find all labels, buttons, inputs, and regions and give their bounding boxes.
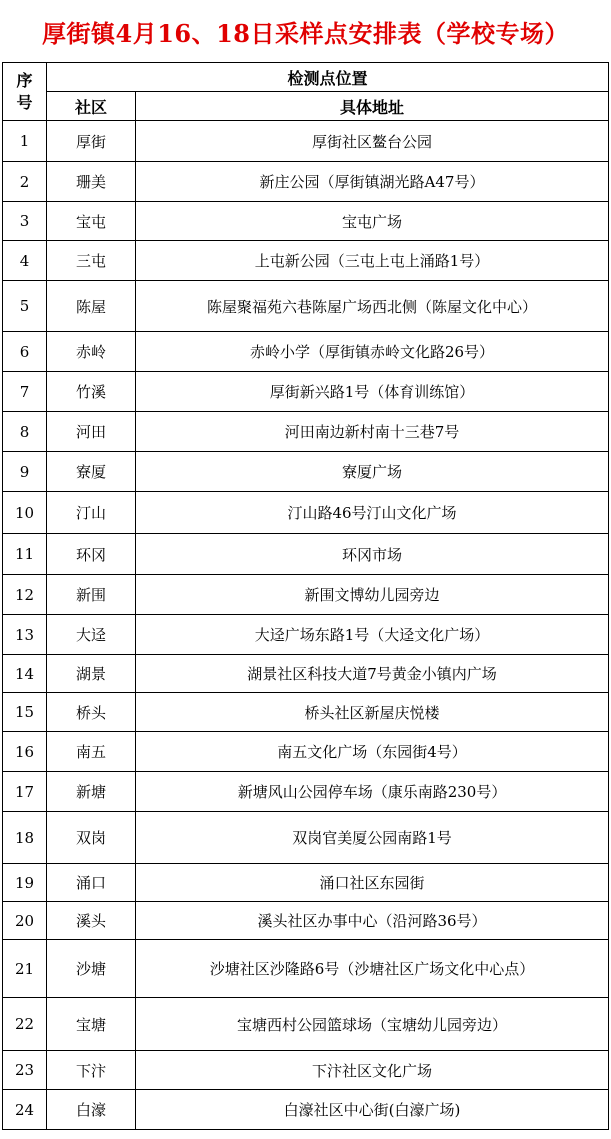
header-community: 社区 — [47, 92, 136, 121]
row-community: 珊美 — [47, 162, 136, 202]
row-community: 湖景 — [47, 655, 136, 693]
row-number: 2 — [3, 162, 47, 202]
row-community: 竹溪 — [47, 372, 136, 412]
row-address: 沙塘社区沙隆路6号（沙塘社区广场文化中心点） — [136, 940, 609, 998]
row-community: 寮厦 — [47, 452, 136, 492]
table-row — [3, 864, 609, 902]
row-number: 23 — [3, 1051, 47, 1090]
row-community: 新塘 — [47, 772, 136, 812]
row-community: 溪头 — [47, 902, 136, 940]
row-community: 汀山 — [47, 492, 136, 534]
table-row — [3, 812, 609, 864]
table-row — [3, 412, 609, 452]
row-community: 沙塘 — [47, 940, 136, 998]
table-row — [3, 902, 609, 940]
row-number: 4 — [3, 241, 47, 281]
header-seq-line2: 号 — [16, 92, 33, 112]
table-row — [3, 162, 609, 202]
row-address: 陈屋聚福苑六巷陈屋广场西北侧（陈屋文化中心） — [136, 281, 609, 332]
row-number: 13 — [3, 615, 47, 655]
header-seq — [3, 63, 47, 121]
row-address: 新塘风山公园停车场（康乐南路230号） — [136, 772, 609, 812]
row-address: 桥头社区新屋庆悦楼 — [136, 693, 609, 732]
row-community: 大迳 — [47, 615, 136, 655]
row-number: 14 — [3, 655, 47, 693]
row-community: 河田 — [47, 412, 136, 452]
row-number: 5 — [3, 281, 47, 332]
row-number: 18 — [3, 812, 47, 864]
header-address: 具体地址 — [136, 92, 609, 121]
table-row — [3, 1090, 609, 1130]
table-row — [3, 940, 609, 998]
row-number: 3 — [3, 202, 47, 241]
row-community: 桥头 — [47, 693, 136, 732]
row-community: 下汴 — [47, 1051, 136, 1090]
row-address: 溪头社区办事中心（沿河路36号） — [136, 902, 609, 940]
table-row — [3, 492, 609, 534]
table-row — [3, 575, 609, 615]
row-number: 24 — [3, 1090, 47, 1130]
row-community: 环冈 — [47, 534, 136, 575]
table-row — [3, 332, 609, 372]
row-number: 17 — [3, 772, 47, 812]
row-address: 双岗官美厦公园南路1号 — [136, 812, 609, 864]
row-community: 宝屯 — [47, 202, 136, 241]
header-location-group: 检测点位置 — [47, 63, 609, 92]
row-number: 21 — [3, 940, 47, 998]
page-title: 厚街镇4月16、18日采样点安排表（学校专场） — [42, 18, 569, 48]
row-number: 6 — [3, 332, 47, 372]
row-address: 厚街社区鳌台公园 — [136, 121, 609, 162]
row-number: 16 — [3, 732, 47, 772]
row-number: 20 — [3, 902, 47, 940]
row-number: 1 — [3, 121, 47, 162]
table-row — [3, 615, 609, 655]
table-row — [3, 372, 609, 412]
row-number: 11 — [3, 534, 47, 575]
row-number: 8 — [3, 412, 47, 452]
row-address: 汀山路46号汀山文化广场 — [136, 492, 609, 534]
sampling-schedule-table — [2, 62, 609, 1130]
row-number: 15 — [3, 693, 47, 732]
row-community: 南五 — [47, 732, 136, 772]
row-address: 新庄公园（厚街镇湖光路A47号） — [136, 162, 609, 202]
row-community: 厚街 — [47, 121, 136, 162]
row-address: 湖景社区科技大道7号黄金小镇内广场 — [136, 655, 609, 693]
row-address: 宝屯广场 — [136, 202, 609, 241]
row-number: 19 — [3, 864, 47, 902]
row-address: 环冈市场 — [136, 534, 609, 575]
row-community: 三屯 — [47, 241, 136, 281]
table-row — [3, 121, 609, 162]
table-row — [3, 998, 609, 1051]
table-row — [3, 655, 609, 693]
table-row — [3, 281, 609, 332]
table-row — [3, 693, 609, 732]
row-address: 宝塘西村公园篮球场（宝塘幼儿园旁边） — [136, 998, 609, 1051]
row-address: 上屯新公园（三屯上屯上涌路1号） — [136, 241, 609, 281]
row-address: 河田南边新村南十三巷7号 — [136, 412, 609, 452]
table-row — [3, 1051, 609, 1090]
row-community: 涌口 — [47, 864, 136, 902]
row-number: 10 — [3, 492, 47, 534]
row-community: 赤岭 — [47, 332, 136, 372]
row-address: 赤岭小学（厚街镇赤岭文化路26号） — [136, 332, 609, 372]
table-row — [3, 534, 609, 575]
row-community: 新围 — [47, 575, 136, 615]
row-address: 寮厦广场 — [136, 452, 609, 492]
row-address: 新围文博幼儿园旁边 — [136, 575, 609, 615]
table-row — [3, 452, 609, 492]
row-address: 大迳广场东路1号（大迳文化广场） — [136, 615, 609, 655]
header-seq-line1: 序 — [16, 70, 33, 90]
table-row — [3, 732, 609, 772]
row-address: 涌口社区东园街 — [136, 864, 609, 902]
row-address: 南五文化广场（东园街4号） — [136, 732, 609, 772]
row-address: 下汴社区文化广场 — [136, 1051, 609, 1090]
row-community: 双岗 — [47, 812, 136, 864]
row-number: 22 — [3, 998, 47, 1051]
row-number: 12 — [3, 575, 47, 615]
row-address: 厚街新兴路1号（体育训练馆） — [136, 372, 609, 412]
row-number: 9 — [3, 452, 47, 492]
row-community: 白濠 — [47, 1090, 136, 1130]
table-row — [3, 772, 609, 812]
row-community: 陈屋 — [47, 281, 136, 332]
table-row — [3, 202, 609, 241]
row-community: 宝塘 — [47, 998, 136, 1051]
table-subheader-row — [3, 92, 609, 121]
table-header-row — [3, 63, 609, 92]
row-number: 7 — [3, 372, 47, 412]
row-address: 白濠社区中心街(白濠广场) — [136, 1090, 609, 1130]
table-row — [3, 241, 609, 281]
